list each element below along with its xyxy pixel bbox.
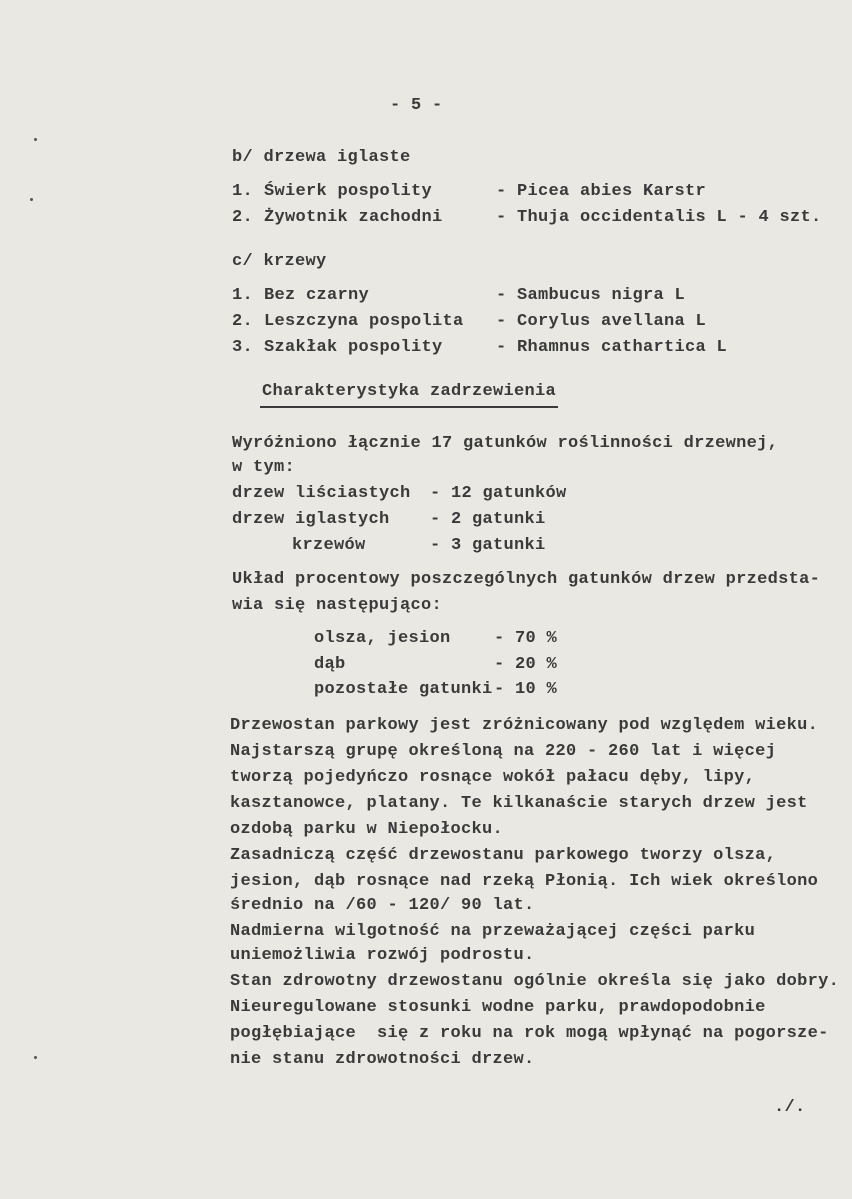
punch-mark [30,198,33,201]
list-item-name: Bez czarny [264,286,370,305]
list-item-latin: - Thuja occidentalis L - 4 szt. [496,208,822,227]
body-line: Najstarszą grupę określoną na 220 - 260 lat i więcej [230,742,777,761]
body-line: tworzą pojedyńczo rosnące wokół pałacu dęby, lipy, [230,768,756,787]
list-item-latin: - Sambucus nigra L [496,286,686,305]
percent-label: dąb [314,655,346,674]
list-item-num: 3. [232,338,254,357]
paragraph-line: Układ procentowy poszczególnych gatunków drzew przedsta- [232,570,821,589]
title-underline [260,406,558,408]
percent-value: - 10 % [494,680,558,699]
count-label: drzew iglastych [232,510,390,529]
count-label: drzew liściastych [232,484,411,503]
list-item-latin: - Corylus avellana L [496,312,707,331]
section-title: Charakterystyka zadrzewienia [262,382,557,401]
body-line: Nadmierna wilgotność na przeważającej części parku [230,922,756,941]
list-item-latin: - Rhamnus cathartica L [496,338,728,357]
count-value: - 2 gatunki [430,510,546,529]
body-line: uniemożliwia rozwój podrostu. [230,946,535,965]
body-line: Nieuregulowane stosunki wodne parku, prawdopodobnie [230,998,766,1017]
list-item-name: Leszczyna pospolita [264,312,464,331]
punch-mark [34,1056,37,1059]
list-item-num: 2. [232,312,254,331]
punch-mark [34,138,37,141]
percent-label: pozostałe gatunki [314,680,493,699]
count-value: - 12 gatunków [430,484,567,503]
list-item-name: Żywotnik zachodni [264,208,443,227]
list-item-latin: - Picea abies Karstr [496,182,707,201]
section-b-heading: b/ drzewa iglaste [232,148,411,167]
count-value: - 3 gatunki [430,536,546,555]
body-line: Drzewostan parkowy jest zróżnicowany pod względem wieku. [230,716,819,735]
page-number: - 5 - [390,96,443,115]
list-item-name: Świerk pospolity [264,182,433,201]
list-item-num: 1. [232,182,254,201]
body-line: ozdobą parku w Niepołocku. [230,820,504,839]
body-line: pogłębiające się z roku na rok mogą wpłynąć na pogorsze- [230,1024,829,1043]
paragraph-line: Wyróżniono łącznie 17 gatunków roślinności drzewnej, [232,434,779,453]
percent-value: - 20 % [494,655,558,674]
percent-label: olsza, jesion [314,629,451,648]
body-line: średnio na /60 - 120/ 90 lat. [230,896,535,915]
section-c-heading: c/ krzewy [232,252,327,271]
body-line: Zasadniczą część drzewostanu parkowego tworzy olsza, [230,846,777,865]
body-line: nie stanu zdrowotności drzew. [230,1050,535,1069]
paragraph-line: wia się następująco: [232,596,443,615]
body-line: Stan zdrowotny drzewostanu ogólnie określa się jako dobry. [230,972,840,991]
count-label: krzewów [292,536,366,555]
continuation-mark: ./. [774,1098,806,1117]
body-line: kasztanowce, platany. Te kilkanaście starych drzew jest [230,794,808,813]
percent-value: - 70 % [494,629,558,648]
list-item-num: 1. [232,286,254,305]
paragraph-line: w tym: [232,458,296,477]
body-line: jesion, dąb rosnące nad rzeką Płonią. Ich wiek określono [230,872,819,891]
list-item-num: 2. [232,208,254,227]
list-item-name: Szakłak pospolity [264,338,443,357]
